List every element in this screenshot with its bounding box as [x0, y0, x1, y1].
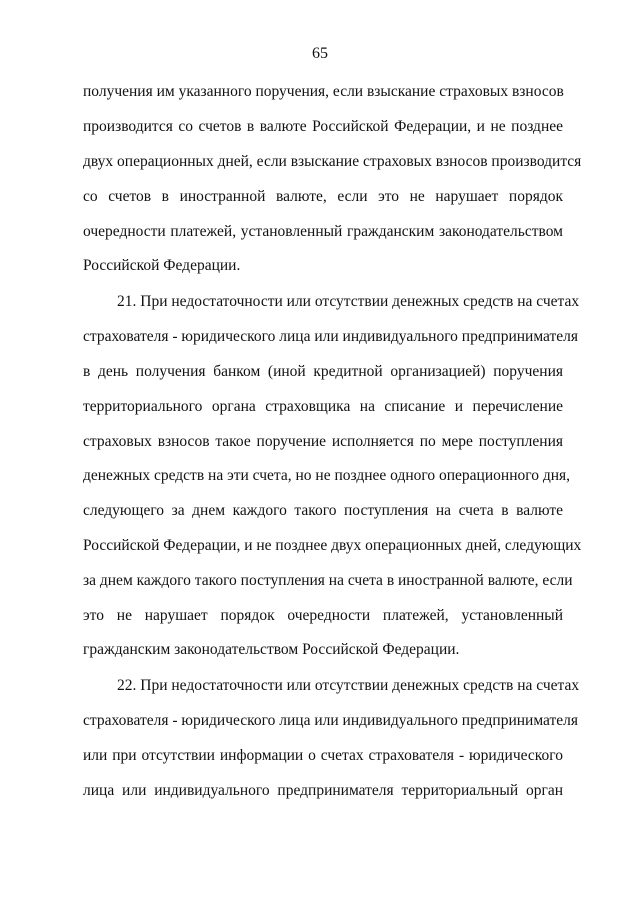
text-line: гражданским законодательством Российской Федерации. — [83, 641, 460, 658]
text-line: страхователя - юридического лица или индивидуального предпринимателя — [83, 712, 579, 729]
paragraph-22-first-line: 22. При недостаточности или отсутствии денежных средств на счетах — [117, 677, 580, 694]
text-line: или при отсутствии информации о счетах страхователя - юридического — [83, 747, 563, 764]
text-line: страхователя - юридического лица или индивидуального предпринимателя — [83, 328, 579, 345]
text-line: денежных средств на эти счета, но не позднее одного операционного дня, — [83, 467, 571, 484]
text-line: двух операционных дней, если взыскание страховых взносов производится — [83, 153, 582, 170]
text-line: за днем каждого такого поступления на счета в иностранной валюте, если — [83, 572, 573, 589]
text-line: страховых взносов такое поручение исполняется по мере поступления — [83, 433, 563, 450]
text-line: лица или индивидуального предпринимателя территориальный орган — [83, 782, 563, 799]
text-line: Российской Федерации, и не позднее двух операционных дней, следующих — [83, 537, 582, 554]
text-line: это не нарушает порядок очередности платежей, установленный — [83, 607, 563, 624]
text-line: со счетов в иностранной валюте, если это не нарушает порядок — [83, 188, 563, 205]
text-line: получения им указанного поручения, если взыскание страховых взносов — [83, 83, 564, 100]
text-line: следующего за днем каждого такого поступления на счета в валюте — [83, 502, 563, 519]
text-line: Российской Федерации. — [83, 257, 241, 274]
text-line: производится со счетов в валюте Российской Федерации, и не позднее — [83, 118, 563, 135]
page-number: 65 — [312, 45, 328, 62]
text-line: в день получения банком (иной кредитной организацией) поручения — [83, 363, 563, 380]
paragraph-21-first-line: 21. При недостаточности или отсутствии денежных средств на счетах — [117, 293, 580, 310]
text-line: очередности платежей, установленный гражданским законодательством — [83, 223, 563, 240]
text-line: территориального органа страховщика на списание и перечисление — [83, 398, 563, 415]
